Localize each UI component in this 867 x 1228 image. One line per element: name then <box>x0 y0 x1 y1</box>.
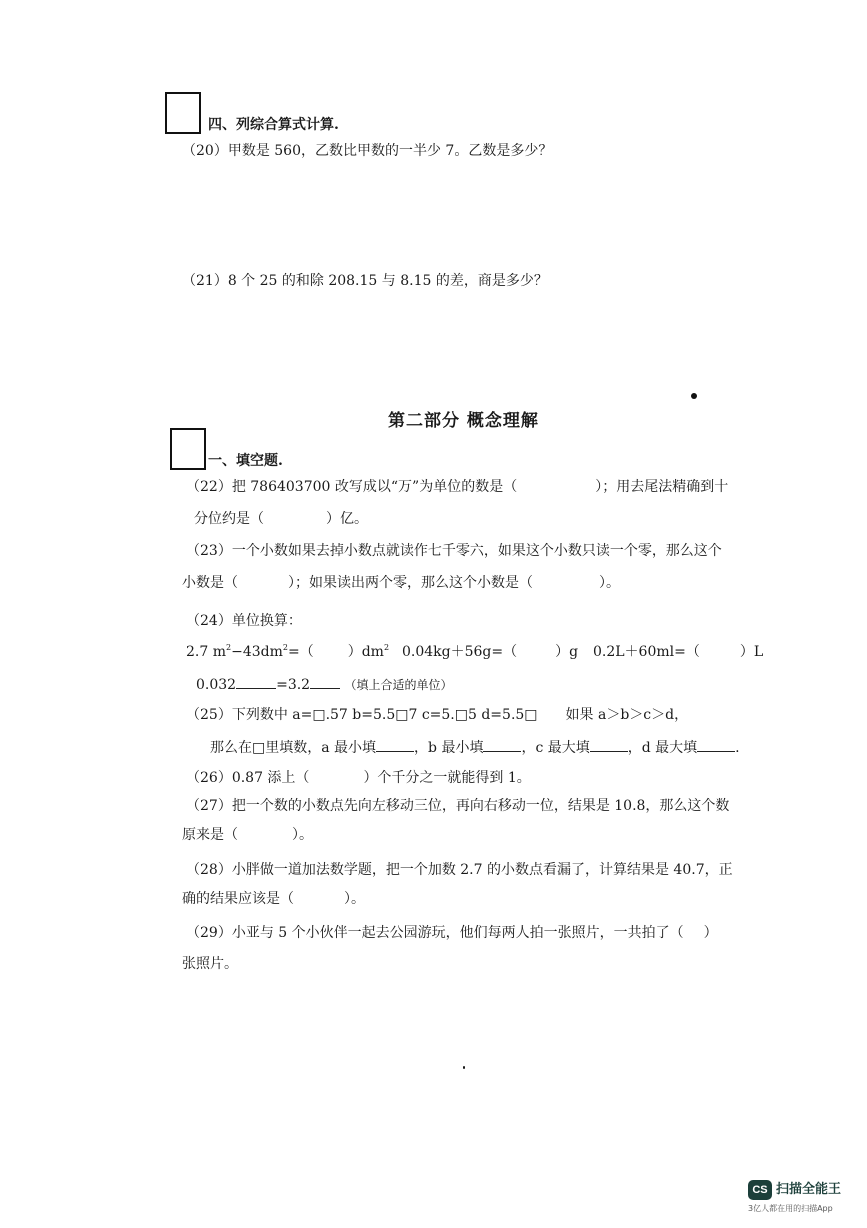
q24-a2-sup: 2 <box>282 643 288 652</box>
q23-text-b: 小数是（ <box>182 575 238 591</box>
q29-a: （29）小亚与 5 个小伙伴一起去公园游玩，他们每两人拍一张照片，一共拍了（ <box>186 925 684 941</box>
question-23-line2 <box>182 574 620 592</box>
question-29-line2: 张照片。 <box>182 956 238 972</box>
q26-a: （26）0.87 添上（ <box>186 770 310 786</box>
q24-d3: （填上合适的单位） <box>344 678 453 692</box>
q24-a3: =（ <box>287 644 314 660</box>
q25-blank-c[interactable] <box>590 738 628 752</box>
question-24-line1b <box>402 643 578 661</box>
watermark-app-name: 扫描全能王 <box>776 1182 842 1197</box>
question-29-line1 <box>186 924 718 942</box>
q25-blank-b[interactable] <box>483 738 521 752</box>
score-box-section4 <box>165 92 201 134</box>
question-22-line2 <box>194 510 368 528</box>
q26-b: ）个千分之一就能得到 1。 <box>363 770 531 786</box>
q25-c5: . <box>735 740 740 756</box>
ink-speck <box>463 1066 465 1069</box>
q24-a2: −43dm <box>231 644 283 660</box>
question-27-line2 <box>182 826 313 844</box>
section4-title: 四、列综合算式计算. <box>208 117 339 133</box>
watermark-tagline: 3亿人都在用的扫描App <box>748 1204 833 1213</box>
q25-c2: ，b 最小填 <box>414 740 484 756</box>
q22-text-a: （22）把 786403700 改写成以“万”为单位的数是（ <box>186 479 518 495</box>
question-25-line2 <box>210 738 740 757</box>
q27-c: ）。 <box>292 827 313 843</box>
score-box-section1 <box>170 428 206 470</box>
question-28-line1: （28）小胖做一道加法数学题，把一个加数 2.7 的小数点看漏了，计算结果是 40.7，正 <box>186 862 733 878</box>
q25-b: 如果 a＞b＞c＞d， <box>565 707 689 723</box>
q25-blank-a[interactable] <box>376 738 414 752</box>
q29-b: ） <box>703 925 718 941</box>
question-20: （20）甲数是 560，乙数比甲数的一半少 7。乙数是多少？ <box>182 143 553 159</box>
q24-blank-2[interactable] <box>310 675 340 689</box>
q23-text-c: ）；如果读出两个零，那么这个小数是（ <box>288 575 533 591</box>
q27-b: 原来是（ <box>182 827 238 843</box>
q24-b1: 0.04kg＋56g=（ <box>402 644 518 660</box>
question-23-line1: （23）一个小数如果去掉小数点就读作七千零六，如果这个小数只读一个零，那么这个 <box>186 543 722 559</box>
part2-title: 第二部分 概念理解 <box>388 411 539 431</box>
q25-c1: 那么在□里填数，a 最小填 <box>210 740 377 756</box>
question-24-line1c <box>593 643 763 661</box>
scanner-watermark <box>748 1180 858 1220</box>
q22-text-c: 分位约是（ <box>194 511 264 527</box>
q22-text-d: ）亿。 <box>326 511 368 527</box>
q24-blank-1[interactable] <box>236 675 276 689</box>
q24-d2: =3.2 <box>276 677 311 693</box>
question-22-line1 <box>186 478 728 496</box>
question-24-title: （24）单位换算： <box>186 613 302 629</box>
q25-c4: ，d 最大填 <box>627 740 698 756</box>
q23-text-d: ）。 <box>599 575 620 591</box>
q25-blank-d[interactable] <box>697 738 735 752</box>
q24-d1: 0.032 <box>196 677 237 693</box>
q22-text-b: ）；用去尾法精确到十 <box>595 479 729 495</box>
question-24-line1 <box>186 643 389 661</box>
q24-c1: 0.2L＋60ml=（ <box>593 644 700 660</box>
q24-a1-sup: 2 <box>226 643 232 652</box>
q24-a1: 2.7 m <box>186 644 226 660</box>
q24-a4: ）dm <box>347 644 384 660</box>
question-26 <box>186 769 531 787</box>
question-21: （21）8 个 25 的和除 208.15 与 8.15 的差，商是多少？ <box>182 273 548 289</box>
q25-c3: ，c 最大填 <box>521 740 590 756</box>
question-24-line2 <box>196 675 453 694</box>
q25-a: （25）下列数中 a=□.57 b=5.5□7 c=5.□5 d=5.5□ <box>186 707 538 723</box>
section1-title: 一、填空题. <box>208 453 283 469</box>
ink-dot <box>691 393 697 399</box>
q24-c2: ）L <box>739 644 764 660</box>
q24-b2: ）g <box>555 644 579 660</box>
question-28-line2 <box>182 890 365 908</box>
q28-c: ）。 <box>344 891 365 907</box>
q28-b: 确的结果应该是（ <box>182 891 294 907</box>
q24-a4-sup: 2 <box>383 643 390 652</box>
question-25-line1 <box>186 706 688 724</box>
camscanner-logo-icon: CS <box>748 1180 772 1200</box>
question-27-line1: （27）把一个数的小数点先向左移动三位，再向右移动一位，结果是 10.8，那么这个数 <box>186 798 730 814</box>
